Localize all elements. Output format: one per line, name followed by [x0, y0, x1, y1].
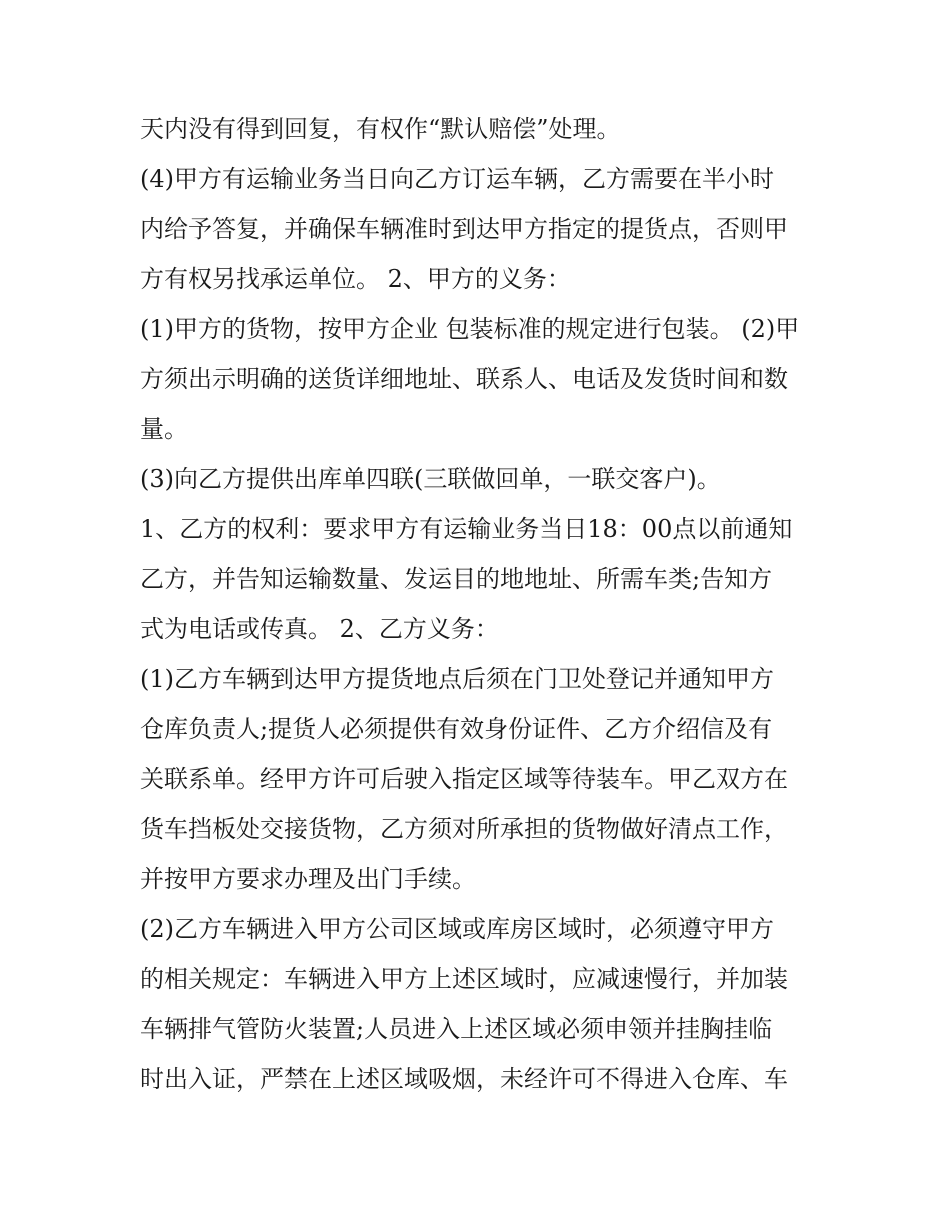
text-line: (2)乙方车辆进入甲方公司区域或库房区域时，必须遵守甲方 [140, 915, 774, 943]
text-line: 时出入证，严禁在上述区域吸烟，未经许可不得进入仓库、车 [140, 1065, 788, 1093]
text-line: 方须出示明确的送货详细地址、联系人、电话及发货时间和数 [140, 365, 788, 393]
text-line: 天内没有得到回复，有权作“默认赔偿”处理。 [140, 115, 621, 143]
text-line: (4)甲方有运输业务当日向乙方订运车辆，乙方需要在半小时 [140, 165, 774, 193]
text-line: (1)乙方车辆到达甲方提货地点后须在门卫处登记并通知甲方 [140, 665, 774, 693]
text-line: 乙方，并告知运输数量、发运目的地地址、所需车类;告知方 [140, 565, 773, 593]
text-line: 1、乙方的权利：要求甲方有运输业务当日18：00点以前通知 [140, 515, 793, 543]
text-line: 量。 [140, 415, 188, 443]
text-line: 内给予答复，并确保车辆准时到达甲方指定的提货点，否则甲 [140, 215, 788, 243]
text-line: (1)甲方的货物，按甲方企业 包装标准的规定进行包装。 (2)甲 [140, 315, 800, 343]
text-line: 货车挡板处交接货物，乙方须对所承担的货物做好清点工作， [140, 815, 788, 843]
text-line: 的相关规定：车辆进入甲方上述区域时，应减速慢行，并加装 [140, 965, 788, 993]
text-line: 并按甲方要求办理及出门手续。 [140, 865, 476, 893]
text-line: (3)向乙方提供出库单四联(三联做回单，一联交客户)。 [140, 465, 721, 493]
text-line: 方有权另找承运单位。 2、甲方的义务： [140, 265, 571, 293]
text-line: 仓库负责人;提货人必须提供有效身份证件、乙方介绍信及有 [140, 715, 773, 743]
text-line: 车辆排气管防火装置;人员进入上述区域必须申领并挂胸挂临 [140, 1015, 773, 1043]
text-line: 关联系单。经甲方许可后驶入指定区域等待装车。甲乙双方在 [140, 765, 788, 793]
contract-text [140, 104, 830, 1104]
text-line: 式为电话或传真。 2、乙方义务： [140, 615, 499, 643]
